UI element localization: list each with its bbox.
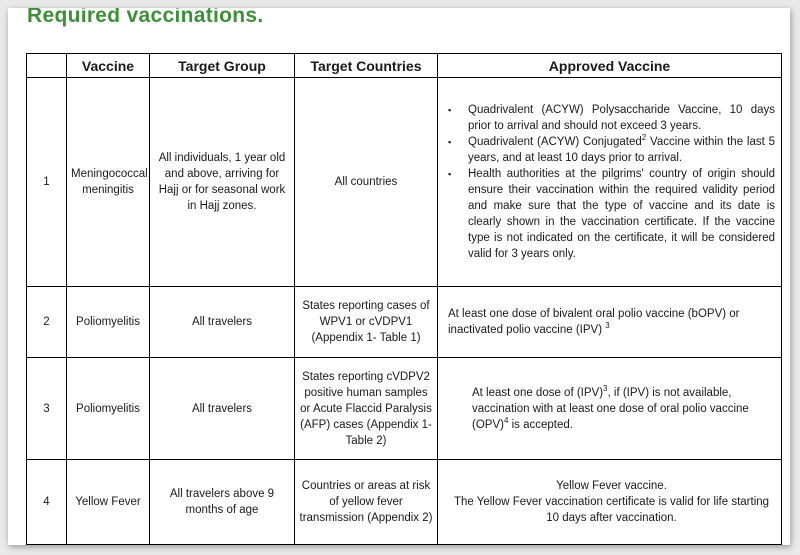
header-approved-vaccine: Approved Vaccine [438, 54, 782, 78]
list-item [448, 166, 775, 262]
row-number: 2 [27, 287, 67, 358]
vaccine-cell: Poliomyelitis [67, 358, 150, 460]
approved-text: Quadrivalent (ACYW) Conjugated [468, 136, 642, 148]
approved-vaccine-cell [438, 358, 782, 460]
row-number: 4 [27, 460, 67, 545]
target-group-cell: All individuals, 1 year old and above, arriving for Hajj or for seasonal work in Hajj zones. [150, 78, 295, 287]
target-countries-cell: States reporting cases of WPV1 or cVDPV1 (Appendix 1- Table 1) [295, 287, 438, 358]
approved-vaccine-cell [438, 460, 782, 545]
list-item [448, 102, 775, 134]
approved-text: Vaccine within the last 5 years, and at least 10 days prior to arrival. [468, 136, 775, 164]
footnote-ref: 3 [603, 383, 608, 393]
square-bullet-icon: ▪ [448, 137, 452, 147]
table-row [27, 358, 782, 460]
row-number: 1 [27, 78, 67, 287]
vaccine-cell: Meningococcal meningitis [67, 78, 150, 287]
list-item [448, 134, 775, 166]
vaccine-cell: Yellow Fever [67, 460, 150, 545]
row-number: 3 [27, 358, 67, 460]
footnote-ref: 3 [605, 321, 610, 331]
footnote-ref: 4 [503, 415, 509, 425]
square-bullet-icon: ▪ [448, 105, 452, 115]
footnote-ref: 2 [641, 133, 647, 143]
approved-text: At least one dose of bivalent oral polio vaccine (bOPV) or inactivated polio vaccine (IPV) [448, 308, 740, 336]
approved-text: Quadrivalent (ACYW) Polysaccharide Vaccine, 10 days prior to arrival and should not exceed 3 years. [468, 104, 775, 132]
approved-text: Yellow Fever vaccine. [556, 480, 667, 492]
header-target-group: Target Group [150, 54, 295, 78]
table-header-row [27, 54, 782, 78]
approved-vaccine-cell [438, 78, 782, 287]
target-group-cell: All travelers [150, 358, 295, 460]
target-group-cell: All travelers [150, 287, 295, 358]
header-num [27, 54, 67, 78]
table-row [27, 287, 782, 358]
approved-text: is accepted. [508, 418, 573, 431]
table-row [27, 460, 782, 545]
approved-vaccine-cell [438, 287, 782, 358]
approved-text: Health authorities at the pilgrims' country of origin should ensure their vaccination within the required validity period and make sure that the type of vaccine and its date is clearly shown in the vaccination certificate. If the vaccine type is not indicated on the certificate, it will be considered valid for 3 years only. [468, 168, 775, 260]
page-title: Required vaccinations. [27, 8, 264, 27]
square-bullet-icon: ▪ [448, 169, 452, 179]
target-countries-cell: Countries or areas at risk of yellow fever transmission (Appendix 2) [295, 460, 438, 545]
table-row [27, 78, 782, 287]
approved-text: The Yellow Fever vaccination certificate is valid for life starting 10 days after vaccination. [453, 496, 770, 524]
vaccination-table [26, 53, 782, 545]
header-target-countries: Target Countries [295, 54, 438, 78]
approved-text: , if (IPV) is not available, vaccination with at least one dose of oral polio vaccine (OPV) [472, 386, 749, 431]
header-vaccine: Vaccine [67, 54, 150, 78]
target-countries-cell: States reporting cVDPV2 positive human samples or Acute Flaccid Paralysis (AFP) cases (Appendix 1-Table 2) [295, 358, 438, 460]
target-group-cell: All travelers above 9 months of age [150, 460, 295, 545]
target-countries-cell: All countries [295, 78, 438, 287]
approved-text: At least one dose of (IPV) [472, 386, 604, 399]
approved-bullet-list [448, 102, 775, 262]
vaccine-cell: Poliomyelitis [67, 287, 150, 358]
document-card [8, 8, 790, 545]
